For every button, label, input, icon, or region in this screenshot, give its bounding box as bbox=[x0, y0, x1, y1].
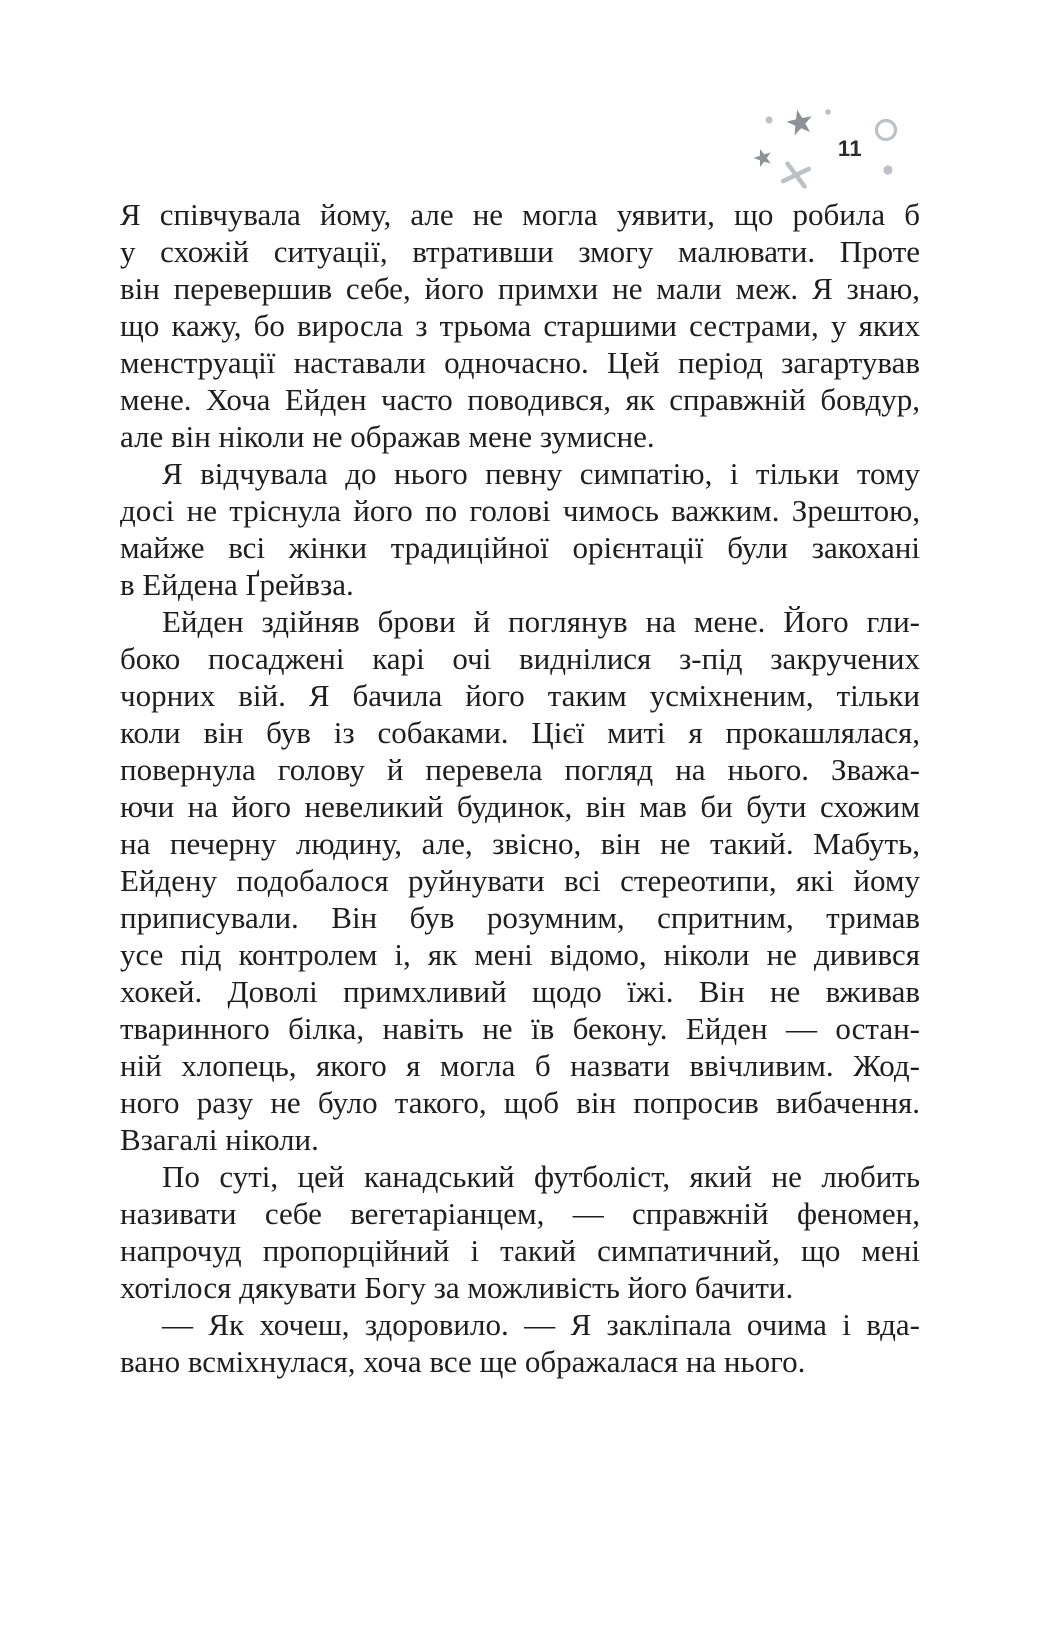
text-line: Я відчувала до нього певну симпатію, і тільки тому bbox=[162, 456, 920, 491]
text-line: вано всміхнулася, хоча все ще ображалася на нього. bbox=[120, 1344, 806, 1379]
text-line: чорних вій. Я бачила його таким усміхненим, тільки bbox=[120, 678, 920, 713]
text-block bbox=[120, 196, 920, 1380]
text-line: менструації наставали одночасно. Цей період загартував bbox=[120, 345, 920, 380]
text-line: хокей. Доволі примхливий щодо їжі. Він не вживав bbox=[120, 974, 920, 1009]
text-line: ній хлопець, якого я могла б назвати ввічливим. Жод- bbox=[120, 1048, 920, 1083]
paragraph bbox=[120, 196, 920, 455]
text-line: Я співчувала йому, але не могла уявити, що робила б bbox=[120, 197, 920, 232]
text-line: — Як хочеш, здоровило. — Я закліпала очима і вда- bbox=[162, 1307, 920, 1342]
text-line: мене. Хоча Ейден часто поводився, як справжній бовдур, bbox=[120, 382, 920, 417]
text-line: в Ейдена Ґрейвза. bbox=[120, 567, 354, 602]
text-line: на печерну людину, але, звісно, він не такий. Мабуть, bbox=[120, 826, 920, 861]
page-number: 11 bbox=[837, 136, 863, 161]
paragraph bbox=[120, 1158, 920, 1306]
text-line: приписували. Він був розумним, спритним, тримав bbox=[120, 900, 920, 935]
text-line: у схожій ситуації, втративши змогу малювати. Проте bbox=[120, 234, 920, 269]
text-line: усе під контролем і, як мені відомо, ніколи не дивився bbox=[120, 937, 920, 972]
sparkle-dot bbox=[825, 109, 831, 115]
page-header bbox=[0, 0, 1040, 200]
text-line: майже всі жінки традиційної орієнтації були закохані bbox=[120, 530, 920, 565]
text-line: тваринного білка, навіть не їв бекону. Ейден — остан- bbox=[120, 1011, 920, 1046]
star-icon bbox=[785, 107, 815, 136]
text-line: називати себе вегетаріанцем, — справжній феномен, bbox=[120, 1196, 920, 1231]
sparkle-dot bbox=[883, 165, 892, 174]
text-line: Ейдену подобалося руйнувати всі стереотипи, які йому bbox=[120, 863, 920, 898]
paragraph bbox=[120, 603, 920, 1158]
small-star-icon bbox=[751, 146, 773, 168]
text-line: що кажу, бо виросла з трьома старшими сестрами, у яких bbox=[120, 308, 920, 343]
paragraph bbox=[120, 455, 920, 603]
text-line: ного разу не було такого, щоб він попросив вибачення. bbox=[120, 1085, 920, 1120]
text-line: коли він був із собаками. Цієї миті я прокашлялася, bbox=[120, 715, 920, 750]
text-line: По суті, цей канадський футболіст, який не любить bbox=[162, 1159, 920, 1194]
paragraph bbox=[120, 1306, 920, 1380]
text-line: повернула голову й перевела погляд на нього. Зважа- bbox=[120, 752, 920, 787]
text-line: він перевершив себе, його примхи не мали меж. Я знаю, bbox=[120, 271, 920, 306]
text-line: але він ніколи не ображав мене зумисне. bbox=[120, 419, 655, 454]
text-line: Взагалі ніколи. bbox=[120, 1122, 319, 1157]
text-line: Ейден здійняв брови й поглянув на мене. Його гли- bbox=[162, 604, 920, 639]
text-line: боко посаджені карі очі виднілися з-під закручених bbox=[120, 641, 920, 676]
text-line: напрочуд пропорційний і такий симпатичний, що мені bbox=[120, 1233, 920, 1268]
sparkle-dot bbox=[765, 116, 772, 123]
text-line: досі не тріснула його по голові чимось важким. Зрештою, bbox=[120, 493, 920, 528]
text-line: ючи на його невеликий будинок, він мав би бути схожим bbox=[120, 789, 920, 824]
cross-icon bbox=[783, 164, 809, 187]
text-line: хотілося дякувати Богу за можливість його бачити. bbox=[120, 1270, 794, 1305]
